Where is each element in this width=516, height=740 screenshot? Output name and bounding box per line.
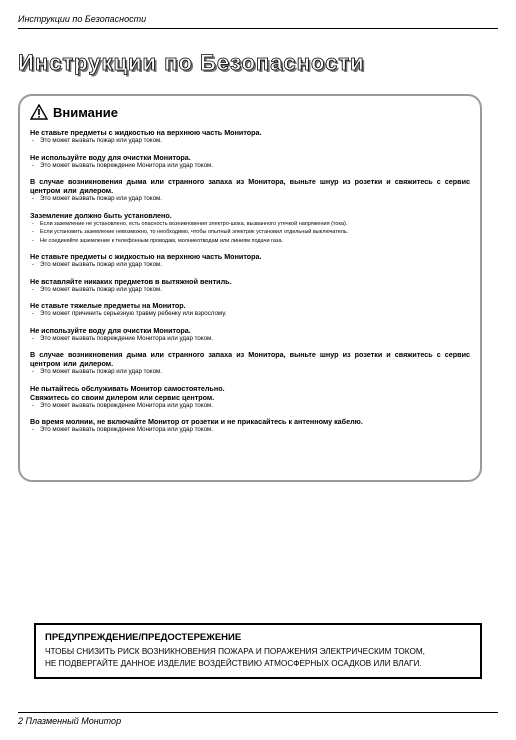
warning-item-heading: Не ставьте предметы с жидкостью на верхнюю часть Монитора. — [30, 128, 262, 137]
caution-notice — [34, 623, 482, 679]
bullet-marker: - — [32, 261, 35, 268]
bullet-marker: - — [32, 368, 35, 375]
bullet-text: Если установить заземление невозможно, то необходимо, чтобы опытный электрик установил отдельный выключатель. — [40, 229, 349, 235]
warning-box — [18, 94, 482, 482]
warning-item-heading: Не ставьте предметы с жидкостью на верхнюю часть Монитора. — [30, 252, 262, 261]
bullet-text: Это может вызвать повреждение Монитора или удар током. — [40, 401, 213, 409]
bullet-marker: - — [32, 195, 35, 202]
warning-item-bullet — [30, 237, 470, 246]
bullet-text: Это может вызвать повреждение Монитора или удар током. — [40, 426, 213, 433]
bullet-text: Это может вызвать пожар или удар током. — [40, 285, 162, 293]
bullet-marker: - — [32, 237, 34, 244]
bullet-marker: - — [32, 229, 34, 235]
bullet-marker: - — [32, 137, 35, 144]
warning-item-heading: Не пытайтесь обслуживать Монитор самостоятельно. — [30, 383, 225, 393]
bullet-marker: - — [32, 285, 35, 293]
bullet-marker: - — [32, 161, 35, 169]
bullet-text: Это может вызвать пожар или удар током. — [40, 261, 162, 268]
warning-items — [30, 128, 470, 435]
warning-item-bullet — [30, 162, 470, 171]
warning-triangle-icon — [30, 104, 48, 120]
bullet-text: Это может вызвать пожар или удар током. — [40, 195, 162, 202]
warning-item-bullet — [30, 402, 470, 411]
warning-item-bullet — [30, 220, 470, 229]
header-divider — [18, 28, 498, 29]
warning-item-heading: Не ставьте тяжелые предметы на Монитор. — [30, 301, 186, 310]
bullet-text: Если заземление не установлено, есть опасность возникновения электро-шока, вызванного утечкой напряжения (тока). — [40, 220, 348, 227]
warning-item-bullet — [30, 261, 470, 270]
warning-item-bullet — [30, 426, 470, 435]
warning-item-bullet — [30, 335, 470, 344]
warning-item-bullet — [30, 228, 470, 237]
warning-item — [30, 384, 470, 411]
bullet-text: Это может вызвать пожар или удар током. — [40, 137, 162, 144]
warning-title: Внимание — [53, 104, 118, 120]
warning-item — [30, 326, 470, 344]
warning-item — [30, 350, 470, 377]
warning-item — [30, 301, 470, 319]
bullet-text: Это может вызвать повреждение Монитора или удар током. — [40, 334, 213, 342]
notice-title: ПРЕДУПРЕЖДЕНИЕ/ПРЕДОСТЕРЕЖЕНИЕ — [45, 632, 242, 643]
bullet-marker: - — [32, 334, 35, 342]
bullet-text: Не соединяйте заземление к телефонным проводам, молниеотводам или линиям подачи газа. — [40, 237, 284, 244]
notice-line-1: ЧТОБЫ СНИЗИТЬ РИСК ВОЗНИКНОВЕНИЯ ПОЖАРА И ПОРАЖЕНИЯ ЭЛЕКТРИЧЕСКИМ ТОКОМ, — [45, 647, 425, 656]
warning-item-bullet — [30, 368, 470, 377]
warning-item — [30, 211, 470, 246]
warning-item-heading: Во время молнии, не включайте Монитор от розетки и не прикасайтесь к антенному кабелю. — [30, 417, 363, 426]
warning-item-bullet — [30, 286, 470, 295]
notice-line-2: НЕ ПОДВЕРГАЙТЕ ДАННОЕ ИЗДЕЛИЕ ВОЗДЕЙСТВИЮ АТМОСФЕРНЫХ ОСАДКОВ ИЛИ ВЛАГИ. — [45, 659, 422, 668]
warning-item — [30, 153, 470, 171]
warning-item — [30, 128, 470, 146]
bullet-marker: - — [32, 426, 35, 433]
warning-item-heading: Не используйте воду для очистки Монитора. — [30, 325, 191, 335]
running-header: Инструкции по Безопасности — [18, 14, 147, 24]
bullet-text: Это может причинить серьезную травму ребенку или взрослому. — [40, 310, 227, 317]
page-footer: 2 Плазменный Монитор — [18, 716, 122, 726]
page-title: Инструкции по Безопасности — [18, 50, 365, 75]
warning-item — [30, 177, 470, 204]
warning-item-heading-2: Свяжитесь со своим дилером или сервис центром. — [30, 392, 215, 402]
warning-header — [30, 104, 470, 120]
footer-divider — [18, 712, 498, 713]
bullet-marker: - — [32, 220, 34, 227]
warning-item-bullet — [30, 137, 470, 146]
warning-item — [30, 252, 470, 270]
warning-item-heading: Заземление должно быть установлено. — [30, 210, 172, 220]
bullet-marker: - — [32, 310, 35, 317]
warning-item-heading: В случае возникновения дыма или странного запаха из Монитора, выньте шнур из розетки и свяжитесь с сервис центром или дилером. — [30, 177, 470, 195]
warning-item — [30, 417, 470, 435]
warning-item-bullet — [30, 195, 470, 204]
warning-item-heading: В случае возникновения дыма или странного запаха из Монитора, выньте шнур из розетки и свяжитесь с сервис центром или дилером. — [30, 350, 470, 368]
bullet-text: Это может вызвать пожар или удар током. — [40, 368, 162, 375]
bullet-text: Это может вызвать повреждение Монитора или удар током. — [40, 161, 213, 169]
warning-item-heading: Не используйте воду для очистки Монитора. — [30, 152, 191, 162]
warning-item-bullet — [30, 310, 470, 319]
warning-item — [30, 277, 470, 295]
warning-item-heading: Не вставляйте никаких предметов в вытяжной вентиль. — [30, 276, 232, 286]
bullet-marker: - — [32, 401, 35, 409]
